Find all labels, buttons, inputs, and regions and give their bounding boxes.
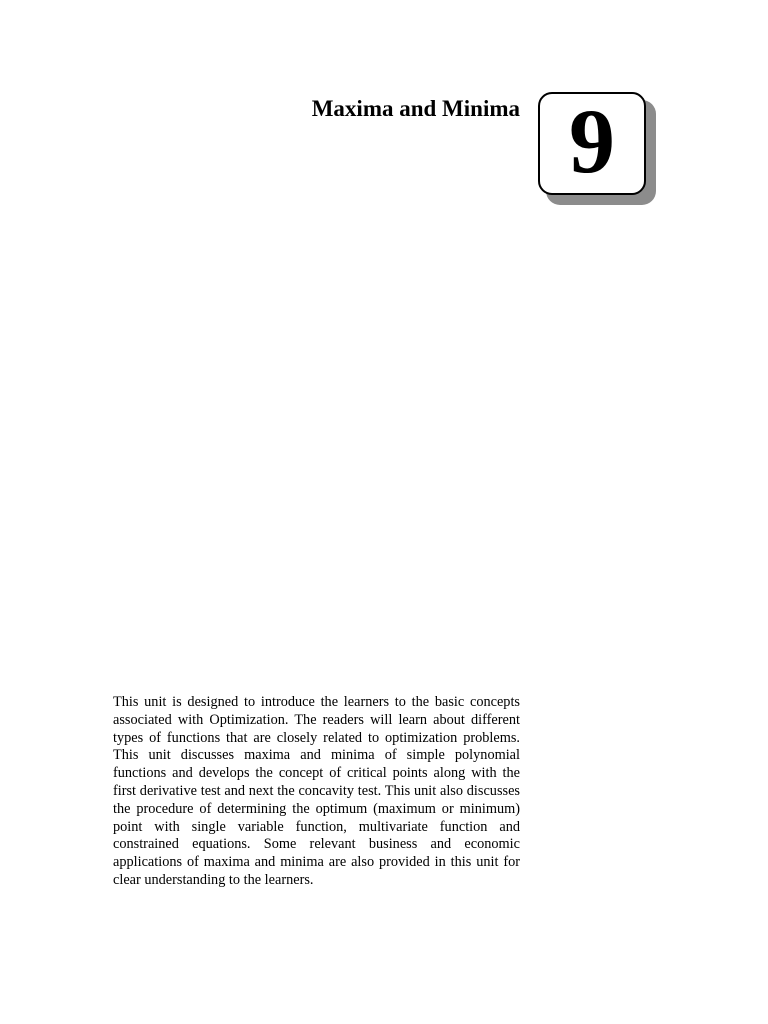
chapter-title: Maxima and Minima [311,96,520,121]
chapter-badge-box [538,89,646,195]
chapter-number-badge [538,89,650,199]
chapter-number: 9 [569,89,615,192]
unit-introduction-paragraph: This unit is designed to introduce the learners to the basic concepts associated with Optimization. The readers will learn about different types of functions that are closely related to optimization problems. This unit discusses maxima and minima of simple polynomial functions and develops the concept of critical points along with the first derivative test and next the concavity test. This unit also discusses the procedure of determining the optimum (maximum or minimum) point with single variable function, multivariate function and constrained equations. Some relevant business and economic applications of maxima and minima are also provided in this unit for clear understanding to the learners. [113,694,520,888]
